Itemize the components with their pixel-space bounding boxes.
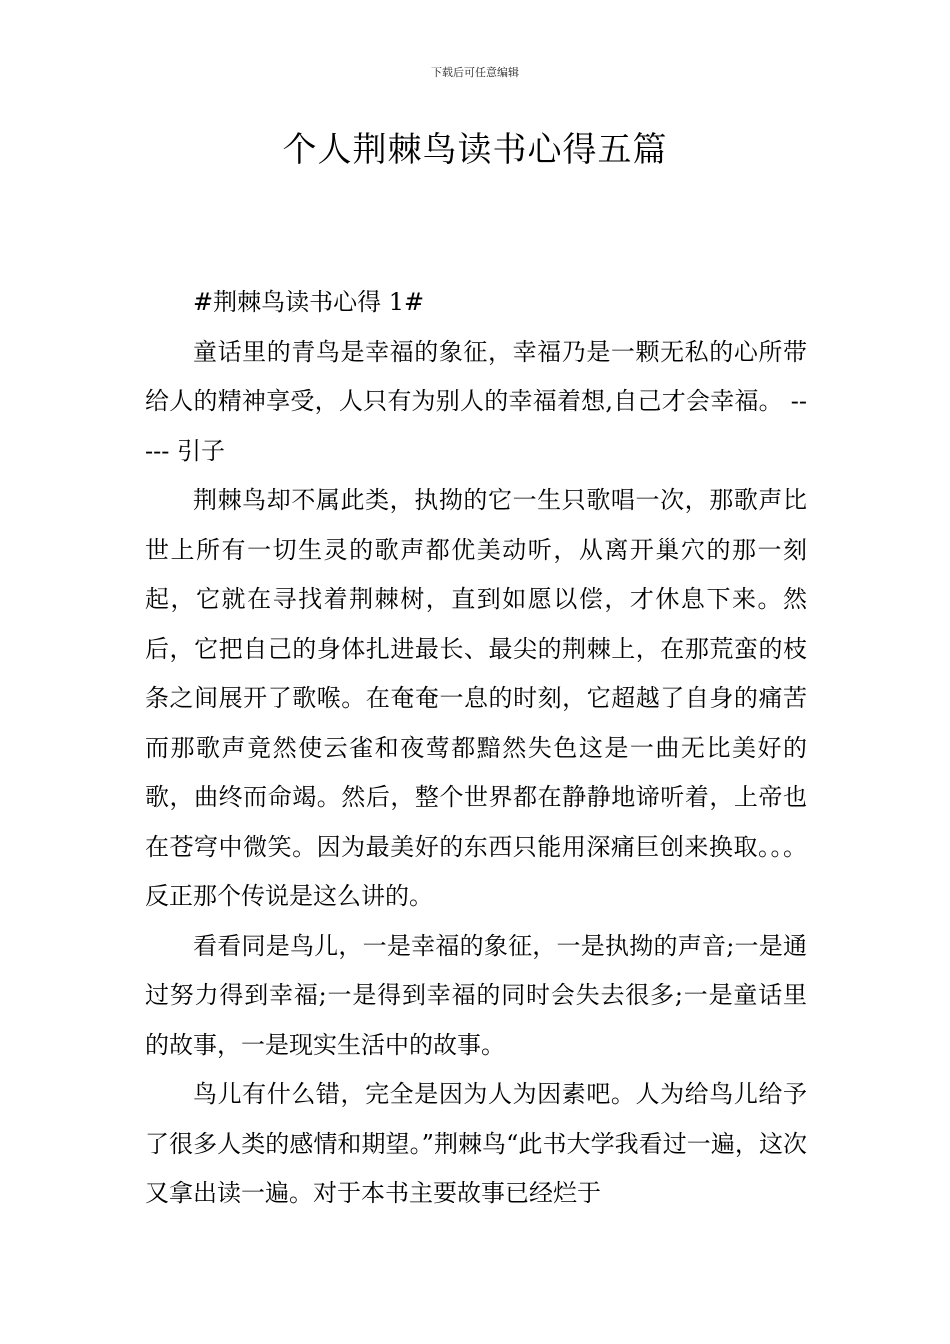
paragraph-2: 荆棘鸟却不属此类，执拗的它一生只歌唱一次，那歌声比世上所有一切生灵的歌声都优美动听，从离开巢穴的那一刻起，它就在寻找着荆棘树，直到如愿以偿，才休息下来。然后，它把自己的身体扎进最长、最尖的荆棘上，在那荒蛮的枝条之间展开了歌喉。在奄奄一息的时刻，它超越了自身的痛苦而那歌声竟然使云雀和夜莺都黯然失色这是一曲无比美好的歌，曲终而命竭。然后，整个世界都在静静地谛听着，上帝也在苍穹中微笑。因为最美好的东西只能用深痛巨创来换取。。。反正那个传说是这么讲的。	[145, 486, 807, 910]
document-body	[145, 278, 807, 1219]
paragraph-3: 看看同是鸟儿，一是幸福的象征，一是执拗的声音;一是通过努力得到幸福;一是得到幸福的同时会失去很多;一是童话里的故事，一是现实生活中的故事。	[145, 931, 807, 1059]
header-note: 下载后可任意编辑	[431, 66, 519, 79]
paragraph-1: 童话里的青鸟是幸福的象征，幸福乃是一颗无私的心所带给人的精神享受，人只有为别人的幸福着想,自己才会幸福。 ----- 引子	[145, 337, 807, 465]
section-heading: #荆棘鸟读书心得 1#	[193, 288, 425, 316]
paragraph-4: 鸟儿有什么错，完全是因为人为因素吧。人为给鸟儿给予了很多人类的感情和期望。”荆棘鸟“此书大学我看过一遍，这次又拿出读一遍。对于本书主要故事已经烂于	[145, 1080, 807, 1207]
document-title: 个人荆棘鸟读书心得五篇	[282, 130, 668, 170]
